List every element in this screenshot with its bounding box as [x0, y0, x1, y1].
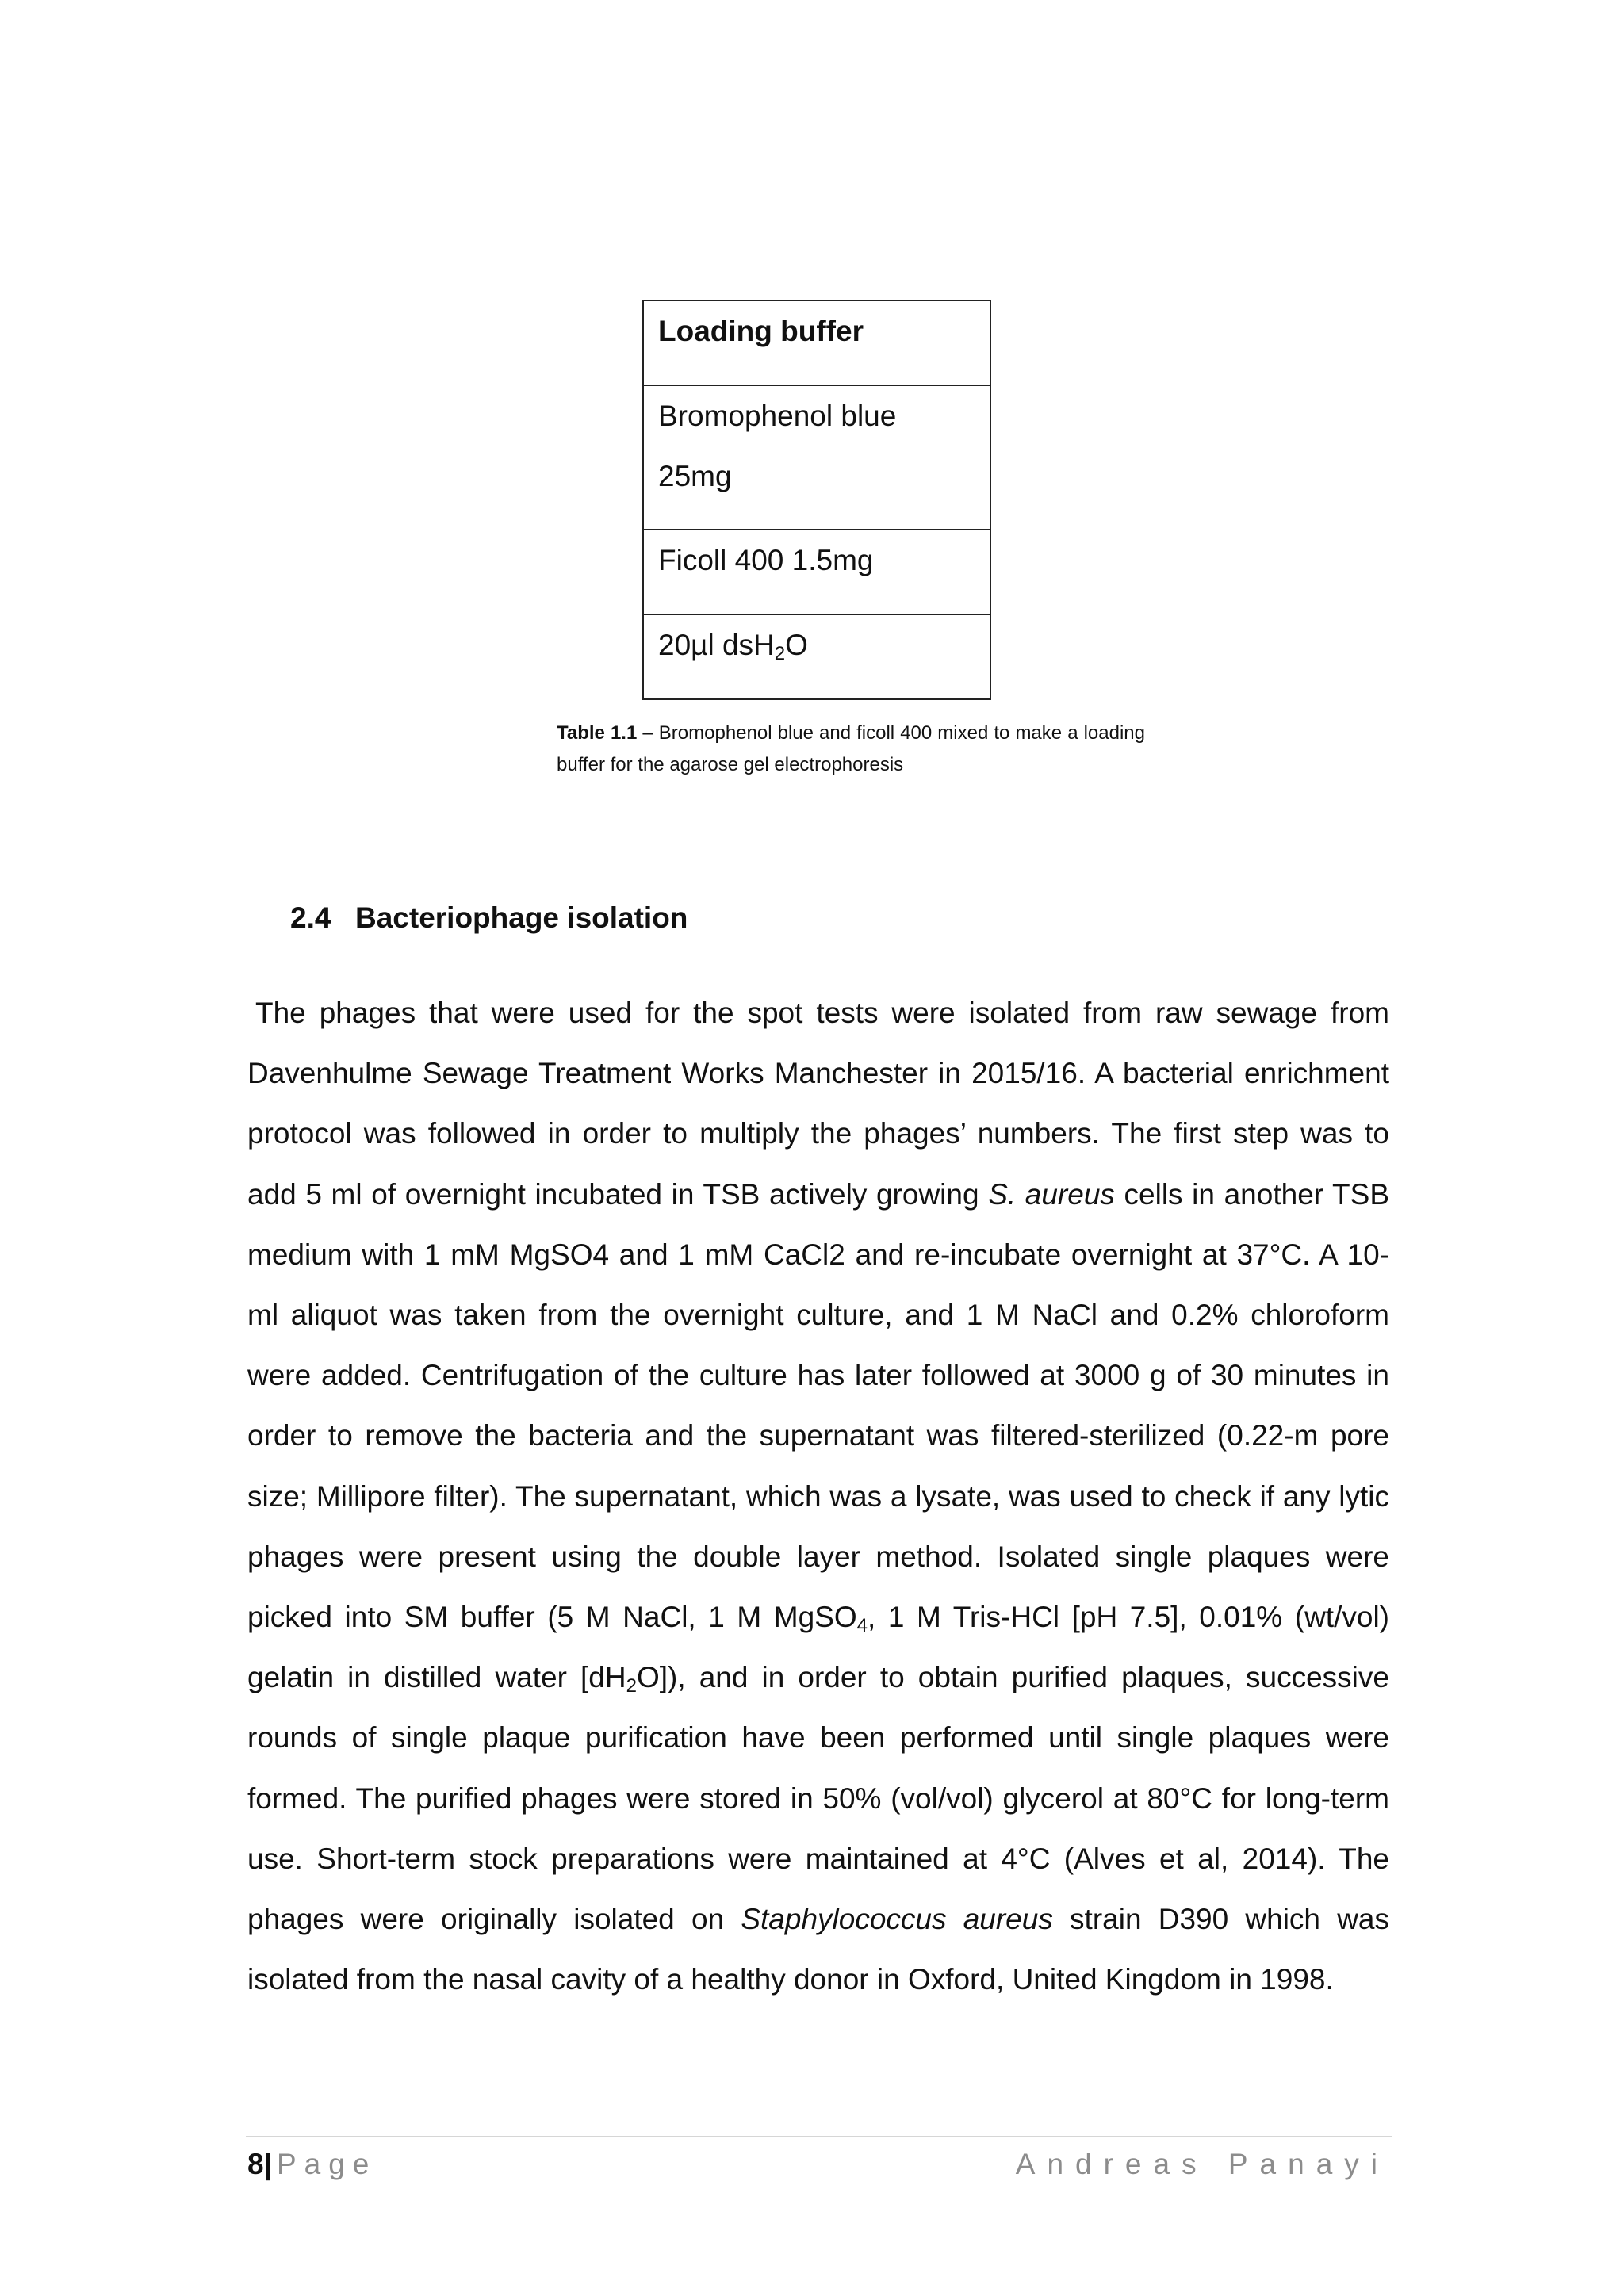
caption-label: Table 1.1	[557, 722, 638, 744]
body-text-run: , 1 M Tris-HCl [pH 7.5], 0.01% (wt/vol) gelatin in distilled water [dH	[247, 1601, 1389, 1694]
subscript: 2	[774, 643, 786, 664]
footer-page-label	[247, 2145, 377, 2183]
table-cell-ficoll: Ficoll 400 1.5mg	[643, 530, 990, 614]
section-heading	[290, 899, 688, 937]
table-cell-text: 20µl dsH	[658, 629, 775, 661]
table-cell-water	[643, 614, 990, 699]
species-name: Staphylococcus aureus	[741, 1903, 1053, 1936]
body-text-run: O]), and in order to obtain purified plaques, successive rounds of single plaque purification have been performed until single plaques were formed. The purified phages were stored in 50% (vol/vol) glycerol at 80°C for long-term use. Short-term stock preparations were maintained at 4°C (Alves et al, 2014). The phages were originally isolated on	[247, 1661, 1389, 1936]
table-row	[643, 614, 990, 699]
table-header-row	[643, 300, 990, 385]
footer-author: Andreas Panayi	[1015, 2148, 1389, 2180]
table-cell-bromophenol	[643, 385, 990, 530]
body-text-run: strain D390 which was isolated from the nasal cavity of a healthy donor in Oxford, United Kingdom in 1998.	[247, 1903, 1390, 1996]
table-cell-line: Bromophenol blue	[658, 400, 897, 432]
table-cell-line: 25mg	[658, 460, 732, 492]
footer-divider	[246, 2136, 1392, 2137]
body-text-run: cells in another TSB medium with 1 mM MgSO4 and 1 mM CaCl2 and re-incubate overnight at 37°C. A 10-ml aliquot was taken from the overnight culture, and 1 M NaCl and 0.2% chloroform were added. Centrifugation of the culture has later followed at 3000 g of 30 minutes in order to remove the bacteria and the supernatant was filtered-sterilized (0.22-m pore size; Millipore filter). The supernatant, which was a lysate, was used to check if any lytic phages were present using the double layer method. Isolated single plaques were picked into SM buffer (5 M NaCl, 1 M MgSO	[247, 1177, 1390, 1634]
table-row	[643, 530, 990, 614]
loading-buffer-table	[642, 300, 991, 700]
table-row	[643, 385, 990, 530]
section-number: 2.4	[290, 901, 331, 934]
body-text-run: The phages that were used for the spot tests were isolated from raw sewage from Davenhulme Sewage Treatment Works Manchester in 2015/16. A bacterial enrichment protocol was followed in order to multiply the phages’ numbers. The first step was to add 5 ml of overnight incubated in TSB actively growing	[247, 997, 1389, 1211]
table-caption	[557, 718, 1145, 781]
page-word: Page	[276, 2148, 377, 2180]
subscript: 4	[856, 1615, 868, 1637]
table-header-cell: Loading buffer	[643, 300, 990, 385]
section-title: Bacteriophage isolation	[355, 901, 688, 934]
species-name: S. aureus	[988, 1177, 1115, 1211]
caption-text: – Bromophenol blue and ficoll 400 mixed to make a loading buffer for the agarose gel electrophoresis	[557, 722, 1145, 775]
page-number: 8|	[247, 2148, 272, 2180]
body-paragraph	[247, 983, 1389, 2010]
table-cell-text: O	[785, 629, 808, 661]
subscript: 2	[626, 1675, 637, 1697]
